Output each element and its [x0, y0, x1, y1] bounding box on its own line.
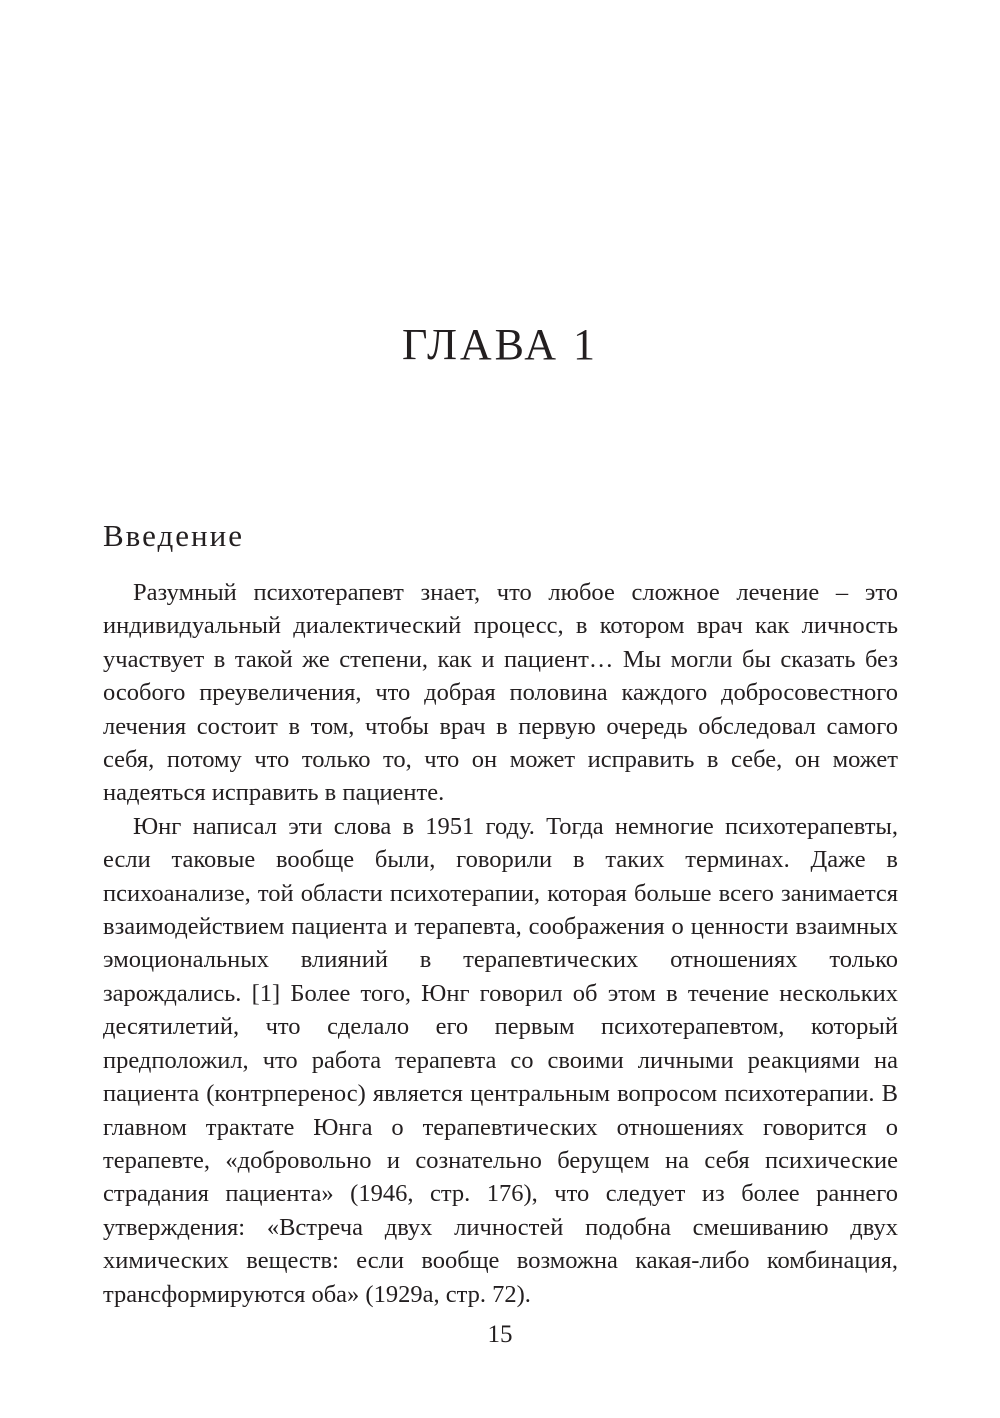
section-title: Введение [103, 518, 244, 553]
body-text [103, 576, 898, 1311]
page-number: 15 [487, 1321, 513, 1348]
paragraph-quote: Разумный психотерапевт знает, что любое сложное лечение – это индивидуальный диалектический процесс, в котором врач как личность участвует в такой же степени, как и пациент… Мы могли бы сказать без особого преувеличения, что добрая половина каждого добросовестного лечения состоит в том, чтобы врач в первую очередь обследовал самого себя, потому что только то, что он может исправить в себе, он может надеяться исправить в пациенте. [103, 579, 898, 807]
paragraph-main: Юнг написал эти слова в 1951 году. Тогда немногие психотерапевты, если таковые вообще были, говорили в таких терминах. Даже в психоанализе, той области психотерапии, которая больше всего занимается взаимодействием пациента и терапевта, соображения о ценности взаимных эмоциональных влияний в терапевтических отношениях только зарождались. [1] Более того, Юнг говорил об этом в течение нескольких десятилетий, что сделало его первым психотерапевтом, который предположил, что работа терапевта со своими личными реакциями на пациента (контрперенос) является центральным вопросом психотерапии. В главном трактате Юнга о терапевтических отношениях говорится о терапевте, «добровольно и сознательно берущем на себя психические страдания пациента» (1946, стр. 176), что следует из более раннего утверждения: «Встреча двух личностей подобна смешиванию двух химических веществ: если вообще возможна какая-либо комбинация, трансформируются оба» (1929а, стр. 72). [103, 812, 898, 1308]
chapter-title: ГЛАВА 1 [401, 320, 599, 369]
